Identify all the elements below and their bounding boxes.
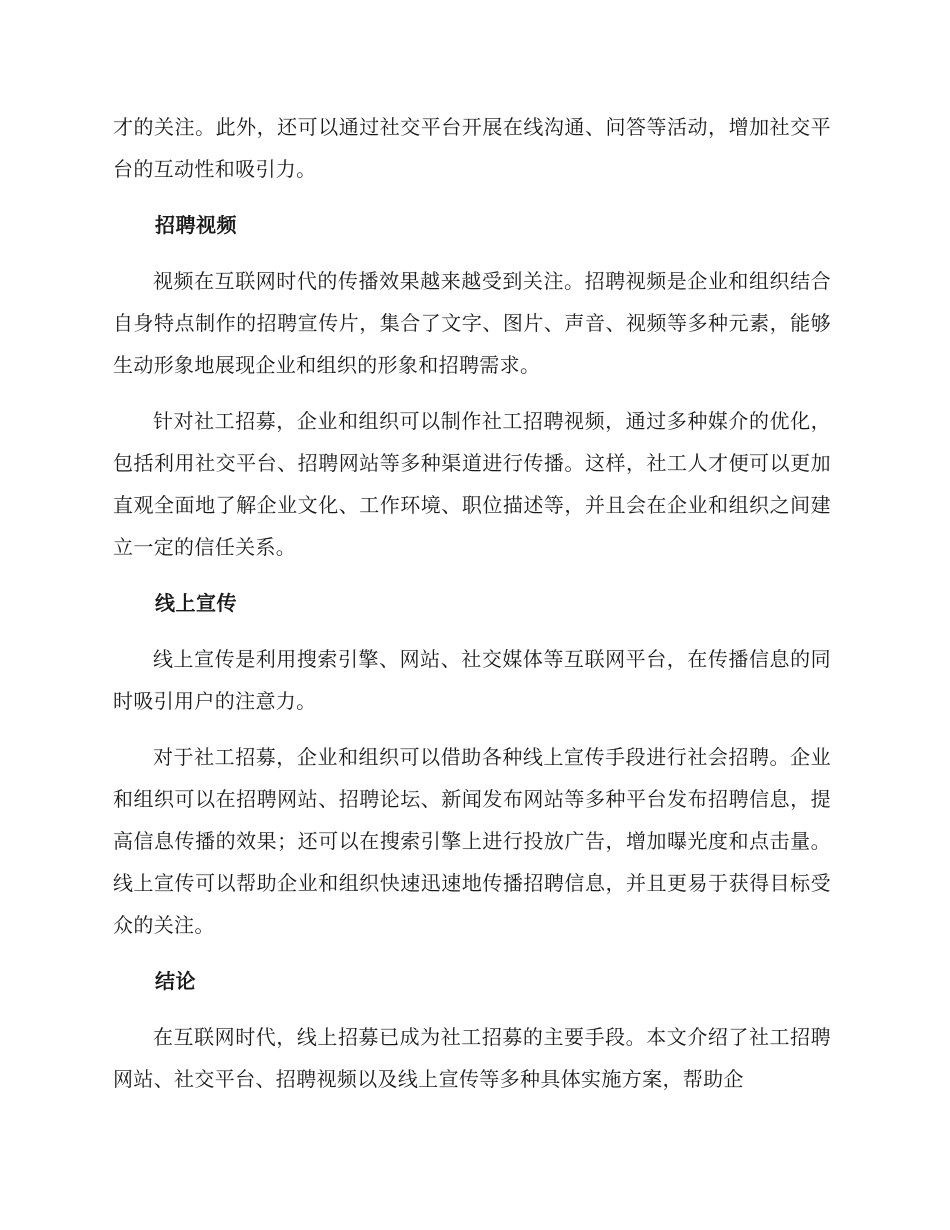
document-page xyxy=(113,106,831,1114)
paragraph-conclusion: 在互联网时代，线上招募已成为社工招募的主要手段。本文介绍了社工招聘网站、社交平台、招聘视频以及线上宣传等多种具体实施方案，帮助企 xyxy=(113,1025,831,1091)
section-heading-online: 线上宣传 xyxy=(155,591,237,615)
paragraph-video-1: 视频在互联网时代的传播效果越来越受到关注。招聘视频是企业和组织结合自身特点制作的招聘宣传片，集合了文字、图片、声音、视频等多种元素，能够生动形象地展现企业和组织的形象和招聘需求。 xyxy=(113,269,831,377)
section-heading-video: 招聘视频 xyxy=(155,213,237,237)
paragraph-video-2: 针对社工招募，企业和组织可以制作社工招聘视频，通过多种媒介的优化，包括利用社交平台、招聘网站等多种渠道进行传播。这样，社工人才便可以更加直观全面地了解企业文化、工作环境、职位描述等，并且会在企业和组织之间建立一定的信任关系。 xyxy=(113,409,831,559)
paragraph-online-1: 线上宣传是利用搜索引擎、网站、社交媒体等互联网平台，在传播信息的同时吸引用户的注意力。 xyxy=(113,647,831,713)
paragraph-online-2: 对于社工招募，企业和组织可以借助各种线上宣传手段进行社会招聘。企业和组织可以在招聘网站、招聘论坛、新闻发布网站等多种平台发布招聘信息，提高信息传播的效果；还可以在搜索引擎上进行投放广告，增加曝光度和点击量。线上宣传可以帮助企业和组织快速迅速地传播招聘信息，并且更易于获得目标受众的关注。 xyxy=(113,745,831,937)
section-heading-conclusion: 结论 xyxy=(155,969,196,993)
paragraph-intro-continued: 才的关注。此外，还可以通过社交平台开展在线沟通、问答等活动，增加社交平台的互动性和吸引力。 xyxy=(113,115,831,181)
